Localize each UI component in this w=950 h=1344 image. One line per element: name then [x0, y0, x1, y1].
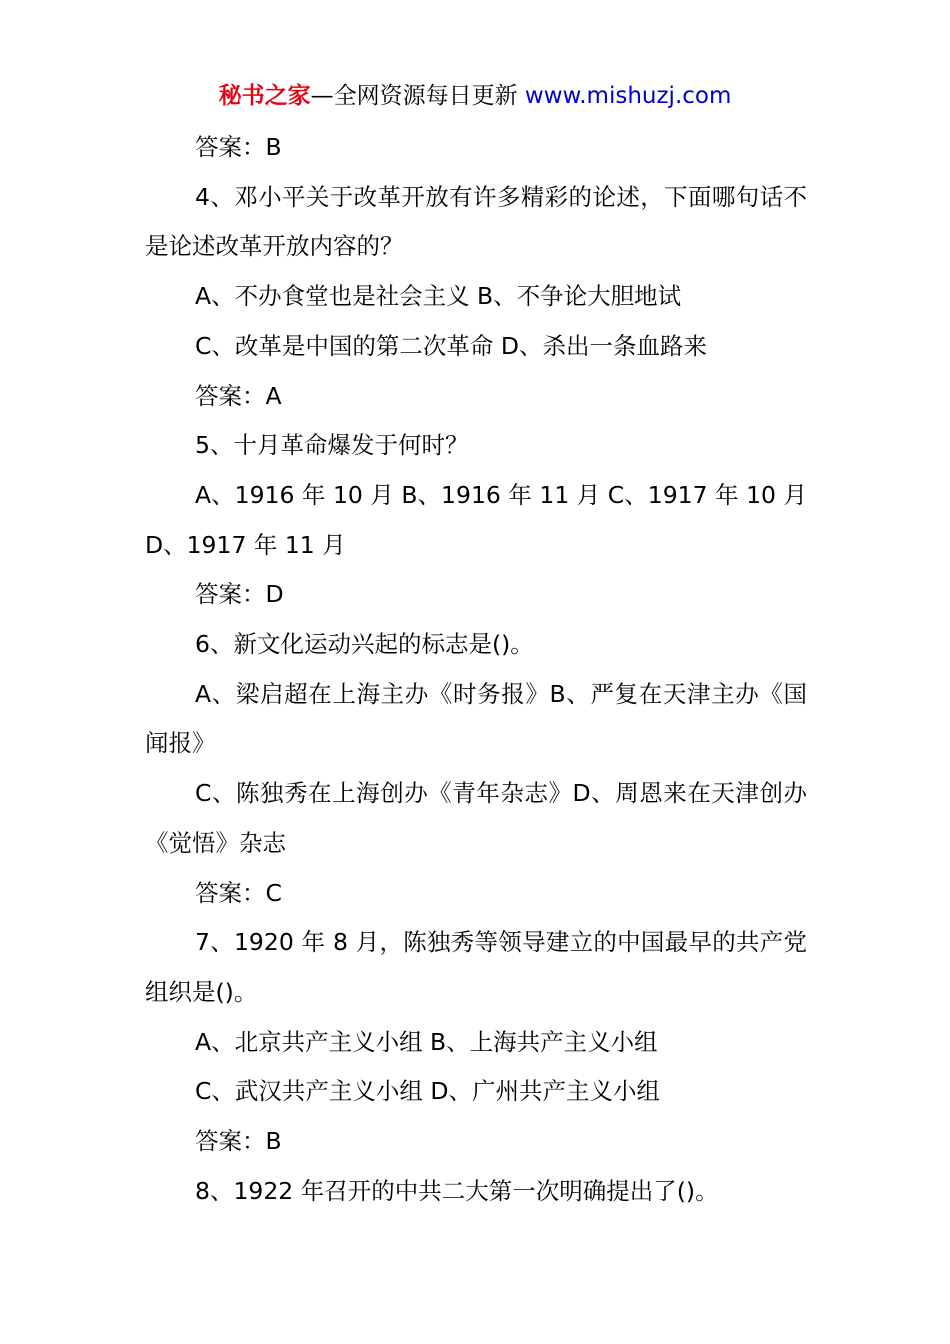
- answer-line: 答案：A: [195, 381, 282, 410]
- site-brand: 秘书之家: [218, 83, 311, 109]
- question-7: 7、1920 年 8 月，陈独秀等领导建立的中国最早的共产党组织是()。: [145, 928, 807, 1006]
- question-4-options-ab: A、不办食堂也是社会主义 B、不争论大胆地试: [195, 282, 682, 311]
- document-body: [145, 123, 807, 1216]
- answer-line: 答案：B: [195, 133, 282, 161]
- question-6-options-cd: C、陈独秀在上海创办《青年杂志》D、周恩来在天津创办《觉悟》杂志: [145, 779, 807, 857]
- question-8: 8、1922 年召开的中共二大第一次明确提出了()。: [195, 1176, 719, 1205]
- answer-line: 答案：B: [195, 1127, 282, 1156]
- question-5-options: A、1916 年 10 月 B、1916 年 11 月 C、1917 年 10 月 D、1917 年 11 月: [145, 480, 807, 559]
- question-4: 4、邓小平关于改革开放有许多精彩的论述，下面哪句话不是论述改革开放内容的？: [145, 182, 807, 261]
- site-url-link[interactable]: www.mishuzj.com: [524, 83, 732, 109]
- question-6-options-ab: A、梁启超在上海主办《时务报》B、严复在天津主办《国闻报》: [145, 679, 807, 758]
- question-4-options-cd: C、改革是中国的第二次革命 D、杀出一条血路来: [195, 331, 707, 360]
- question-6: 6、新文化运动兴起的标志是()。: [195, 630, 534, 659]
- site-tagline: —全网资源每日更新: [310, 83, 525, 109]
- site-header: [0, 80, 950, 112]
- answer-line: 答案：D: [195, 580, 284, 609]
- question-7-options-ab: A、北京共产主义小组 B、上海共产主义小组: [195, 1027, 658, 1056]
- answer-line: 答案：C: [195, 878, 282, 907]
- question-5: 5、十月革命爆发于何时？: [195, 431, 469, 460]
- question-7-options-cd: C、武汉共产主义小组 D、广州共产主义小组: [195, 1077, 660, 1106]
